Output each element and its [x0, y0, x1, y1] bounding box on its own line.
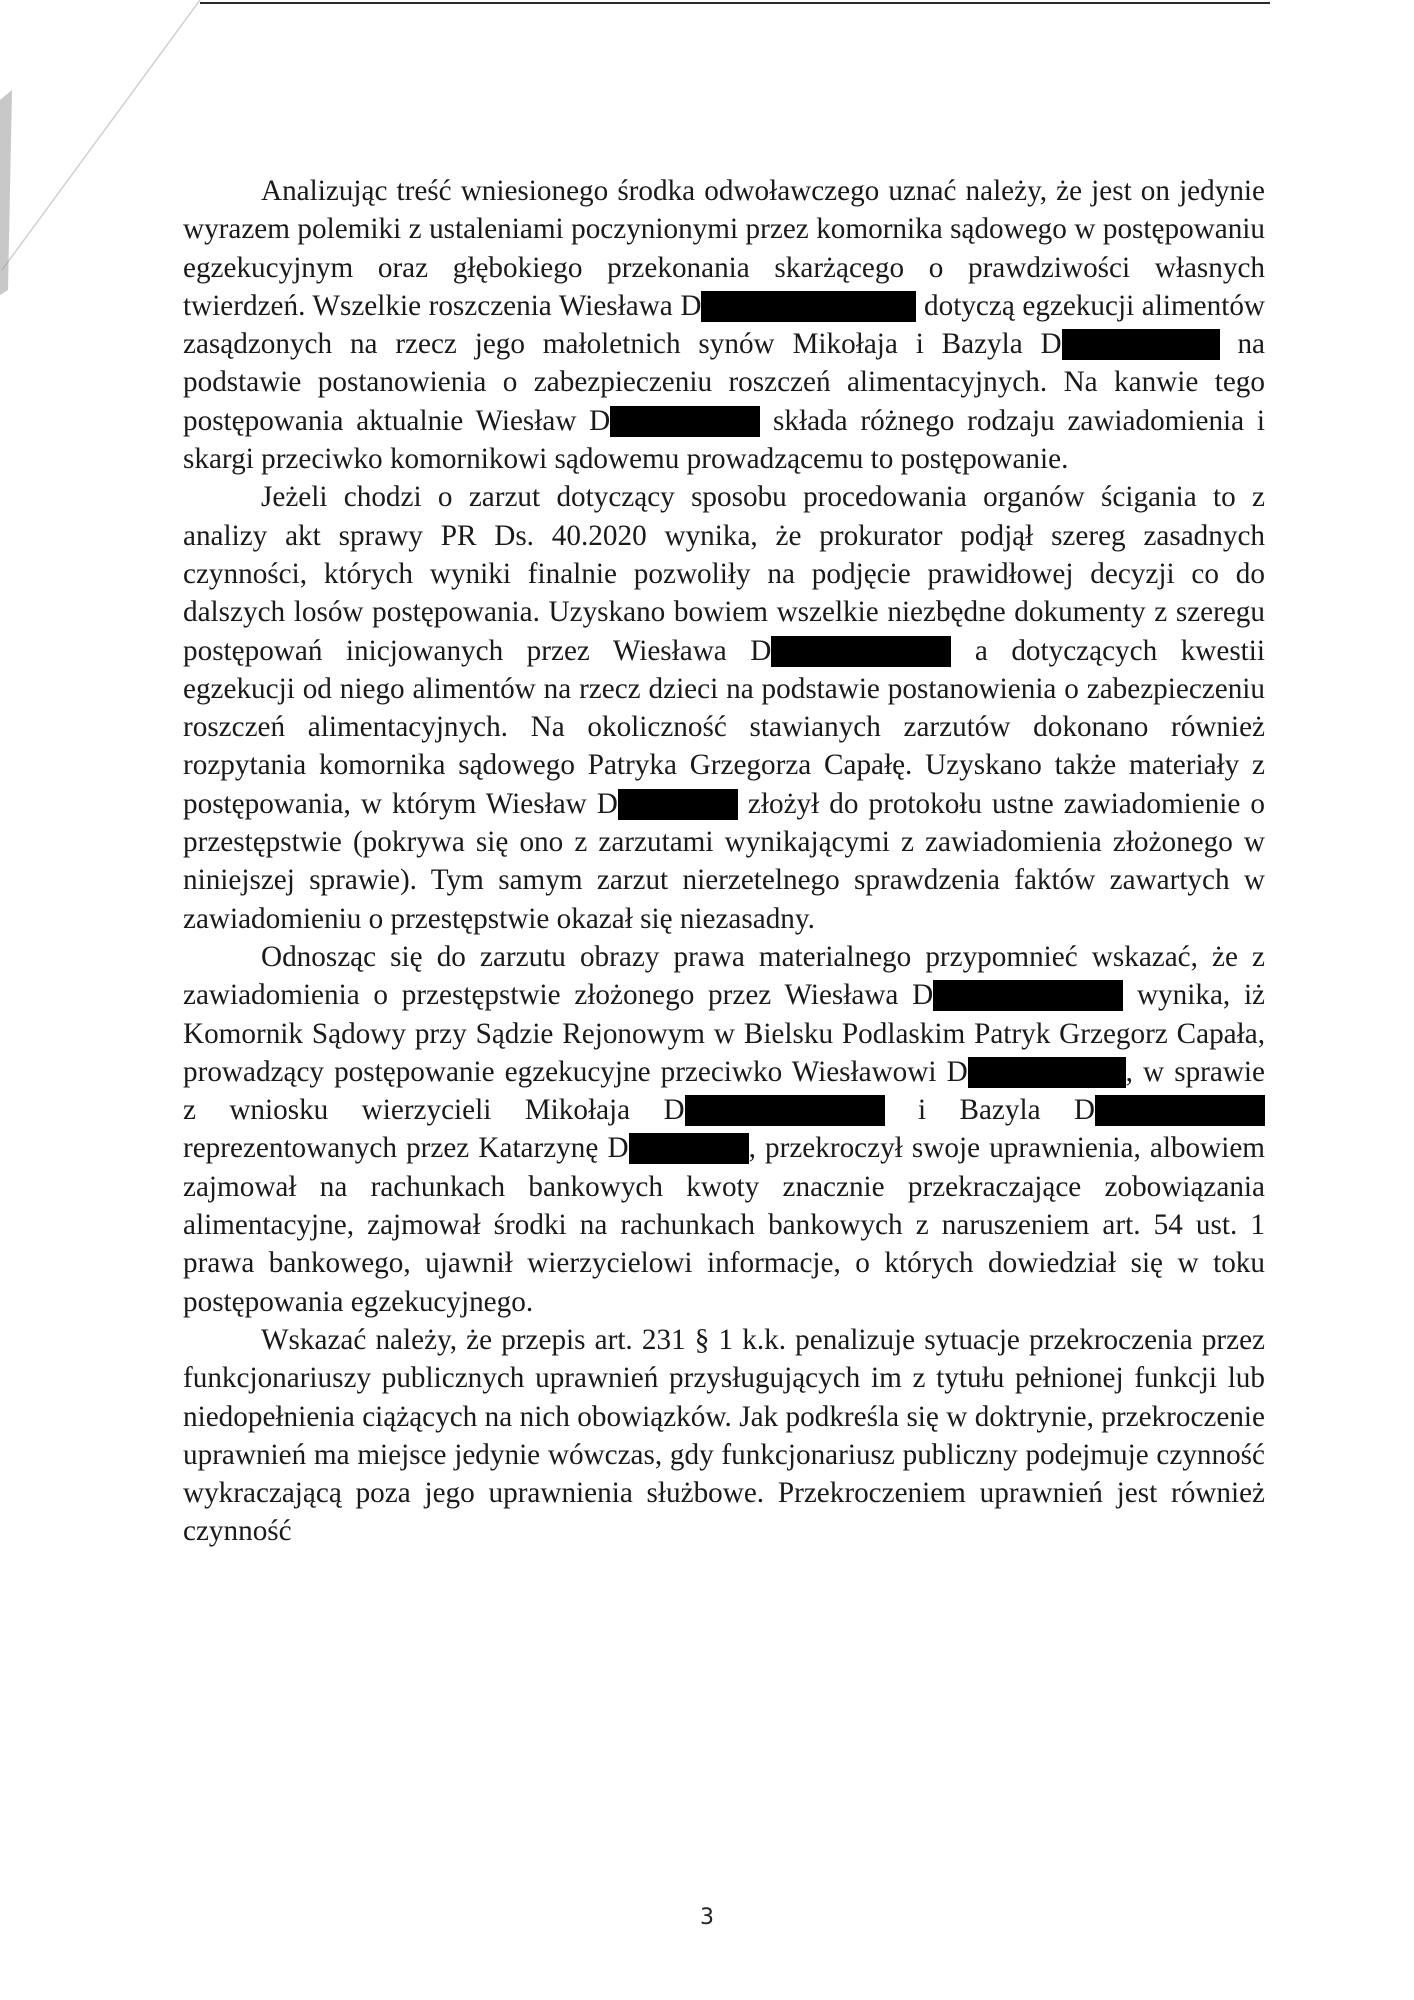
- text-segment: , przekroczył swoje uprawnienia, albowiem zajmował na rachunkach bankowych kwoty znacznie przekraczające zobowiązania alimentacyjne, zajmował środki na rachunkach bankowych z naruszeniem art. 54 ust. 1 prawa bankowego, ujawnił wierzycielowi informacje, o których dowiedział się w toku postępowania egzekucyjnego.: [183, 1132, 1265, 1318]
- paragraph-3: [183, 938, 1265, 1321]
- text-segment: a dotyczących kwestii egzekucji od niego alimentów na rzecz dzieci na podstawie postanowienia o zabezpieczeniu roszczeń alimentacyjnych. Na okoliczność stawianych zarzutów dokonano również rozpytania komornika sądowego Patryka Grzegorza Capałę. Uzyskano także materiały z postępowania, w którym Wiesław D: [183, 634, 1266, 820]
- text-segment: dotyczą egzekucji alimentów zasądzonych na rzecz jego małoletnich synów Mikołaja i Bazyla D: [183, 289, 1266, 361]
- paragraph-2: [183, 478, 1265, 938]
- page-number: 3: [700, 1905, 714, 1930]
- text-segment: wynika, iż Komornik Sądowy przy Sądzie Rejonowym w Bielsku Podlaskim Patryk Grzegorz Capała, prowadzący postępowanie egzekucyjne przeciwko Wiesławowi D: [183, 979, 1266, 1088]
- redaction-box: [701, 291, 916, 322]
- redaction-box: [933, 980, 1123, 1011]
- redaction-box: [1095, 1095, 1265, 1126]
- paragraph-1: [183, 172, 1265, 478]
- text-segment: złożył do protokołu ustne zawiadomienie o przestępstwie (pokrywa się ono z zarzutami wynikającymi z zawiadomienia złożonego w niniejszej sprawie). Tym samym zarzut nierzetelnego sprawdzenia faktów zawartych w zawiadomieniu o przestępstwie okazał się niezasadny.: [183, 787, 1266, 935]
- redaction-box: [629, 1133, 749, 1164]
- redaction-box: [771, 636, 951, 667]
- text-segment: reprezentowanych przez Katarzynę D: [183, 1132, 629, 1165]
- paragraph-4: [183, 1321, 1265, 1551]
- redaction-box: [968, 1057, 1126, 1088]
- redaction-box: [1062, 329, 1220, 360]
- text-segment: , w sprawie z wniosku wierzycieli Mikołaja D: [183, 1055, 1265, 1127]
- text-segment: składa różnego rodzaju zawiadomienia i skargi przeciwko komornikowi sądowemu prowadzącemu to postępowanie.: [183, 404, 1265, 476]
- redaction-box: [618, 789, 738, 820]
- text-segment: i Bazyla D: [917, 1094, 1096, 1127]
- document-body: [183, 172, 1265, 1551]
- text-segment: Jeżeli chodzi o zarzut dotyczący sposobu procedowania organów ścigania to z analizy akt sprawy PR Ds. 40.2020 wynika, że prokurator podjął szereg zasadnych czynności, których wyniki finalnie pozwoliły na podjęcie prawidłowej decyzji co do dalszych losów postępowania. Uzyskano bowiem wszelkie niezbędne dokumenty z szeregu postępowań inicjowanych przez Wiesława D: [183, 481, 1265, 667]
- redaction-box: [610, 406, 760, 437]
- text-segment: Analizując treść wniesionego środka odwoławczego uznać należy, że jest on jedynie wyrazem polemiki z ustaleniami poczynionymi przez komornika sądowego w postępowaniu egzekucyjnym oraz głębokiego przekonania skarżącego o prawdziwości własnych twierdzeń. Wszelkie roszczenia Wiesława D: [183, 175, 1265, 322]
- text-segment: Wskazać należy, że przepis art. 231 § 1 k.k. penalizuje sytuacje przekroczenia przez funkcjonariuszy publicznych uprawnień przysługujących im z tytułu pełnionej funkcji lub niedopełnienia ciążących na nich obowiązków. Jak podkreśla się w doktrynie, przekroczenie uprawnień ma miejsce jedynie wówczas, gdy funkcjonariusz publiczny podejmuje czynność wykraczającą poza jego uprawnienia służbowe. Przekroczeniem uprawnień jest również czynność: [183, 1323, 1265, 1548]
- text-segment: Odnosząc się do zarzutu obrazy prawa materialnego przypomnieć wskazać, że z zawiadomienia o przestępstwie złożonego przez Wiesława D: [183, 940, 1265, 1012]
- text-segment: na podstawie postanowienia o zabezpieczeniu roszczeń alimentacyjnych. Na kanwie tego postępowania aktualnie Wiesław D: [183, 328, 1266, 437]
- scan-edge-line: [200, 2, 1270, 4]
- redaction-box: [685, 1095, 885, 1126]
